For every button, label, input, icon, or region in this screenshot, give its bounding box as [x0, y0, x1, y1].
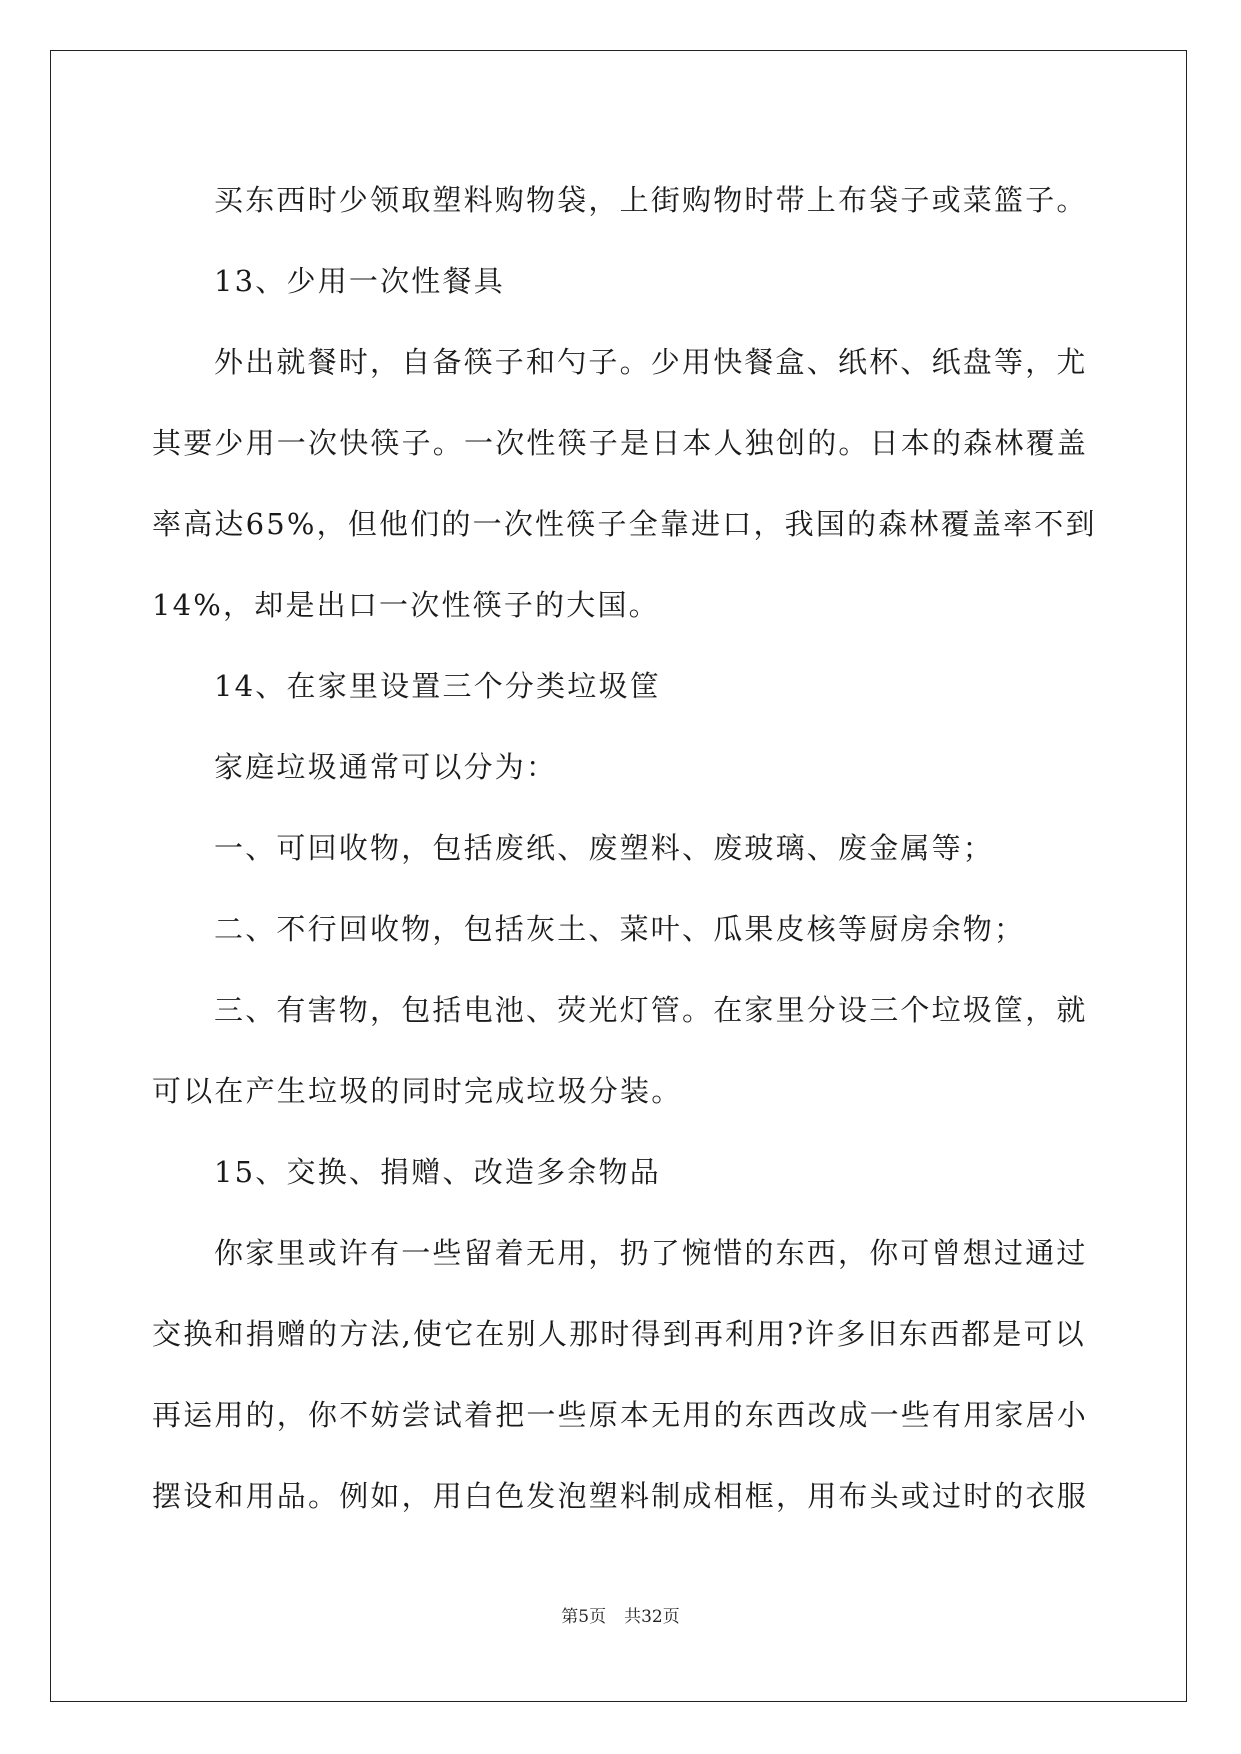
paragraph-line: 率高达65%，但他们的一次性筷子全靠进口，我国的森林覆盖率不到 [152, 507, 1097, 541]
paragraph-line: 14%，却是出口一次性筷子的大国。 [152, 588, 660, 622]
paragraph-line: 再运用的，你不妨尝试着把一些原本无用的东西改成一些有用家居小 [152, 1398, 1089, 1432]
paragraph-line: 家庭垃圾通常可以分为： [214, 750, 558, 784]
paragraph-line: 你家里或许有一些留着无用，扔了惋惜的东西，你可曾想过通过 [214, 1236, 1088, 1270]
section-heading-14: 14、在家里设置三个分类垃圾筐 [214, 669, 661, 703]
paragraph-line: 交换和捐赠的方法,使它在别人那时得到再利用?许多旧东西都是可以 [152, 1317, 1086, 1351]
section-heading-15: 15、交换、捐赠、改造多余物品 [214, 1155, 661, 1189]
page-footer [0, 1602, 1241, 1627]
list-item: 三、有害物，包括电池、荧光灯管。在家里分设三个垃圾筐，就 [214, 993, 1088, 1027]
paragraph-line: 摆设和用品。例如，用白色发泡塑料制成相框，用布头或过时的衣服 [152, 1479, 1089, 1513]
paragraph-line: 其要少用一次快筷子。一次性筷子是日本人独创的。日本的森林覆盖 [152, 426, 1089, 460]
paragraph-line: 外出就餐时，自备筷子和勺子。少用快餐盒、纸杯、纸盘等，尤 [214, 345, 1088, 379]
page-total: 共32页 [624, 1607, 680, 1627]
list-item: 二、不行回收物，包括灰土、菜叶、瓜果皮核等厨房余物； [214, 912, 1026, 946]
page-number: 第5页 [561, 1607, 607, 1627]
paragraph-line: 可以在产生垃圾的同时完成垃圾分装。 [152, 1074, 683, 1108]
section-heading-13: 13、少用一次性餐具 [214, 264, 505, 298]
document-body [152, 160, 1097, 1537]
paragraph-line: 买东西时少领取塑料购物袋，上街购物时带上布袋子或菜篮子。 [214, 183, 1088, 217]
list-item: 一、可回收物，包括废纸、废塑料、废玻璃、废金属等； [214, 831, 995, 865]
